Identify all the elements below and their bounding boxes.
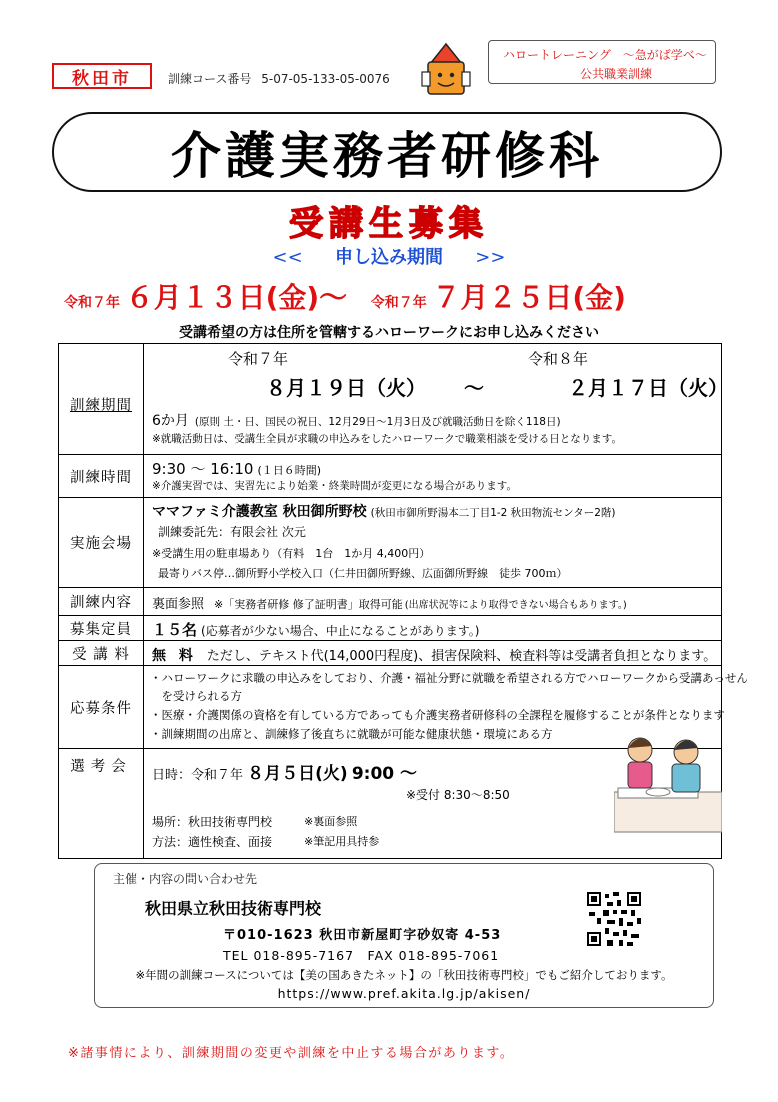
contact-net-note: ※年間の訓練コースについては【美の国あきたネット】の「秋田技術専門校」でもご紹介しております。 bbox=[135, 968, 673, 982]
period-end-date: ２月１７日（火） bbox=[568, 376, 728, 400]
label-requirements: 応募条件 bbox=[59, 666, 144, 748]
end-era: 令和７年 bbox=[370, 295, 427, 311]
period-label-text: 申し込み期間 bbox=[335, 247, 443, 268]
city-badge: 秋田市 bbox=[52, 63, 152, 89]
qr-code-icon[interactable] bbox=[585, 890, 643, 948]
selection-reception: ※受付 8:30～8:50 bbox=[406, 788, 510, 802]
requirement-line: ・訓練期間の出席と、訓練修了後直ちに就職が可能な健康状態・環境にある方 bbox=[150, 727, 553, 741]
recruit-heading bbox=[0, 196, 778, 245]
start-date: ６月１３日(金)～ bbox=[125, 281, 348, 314]
period-note: ※就職活動日は、受講生全員が求職の申込みをしたハローワークで職業相談を受ける日となります。 bbox=[152, 433, 622, 445]
label-training-hours: 訓練時間 bbox=[59, 455, 144, 497]
course-number bbox=[168, 70, 390, 87]
title-box bbox=[52, 112, 722, 192]
label-content: 訓練内容 bbox=[59, 588, 144, 615]
row-content bbox=[59, 587, 721, 615]
contact-url[interactable]: https://www.pref.akita.lg.jp/akisen/ bbox=[277, 986, 531, 1001]
page-title: 介護実務者研修科 bbox=[171, 127, 603, 185]
caregivers-illustration bbox=[614, 722, 722, 842]
selection-method: 方法：適性検査、面接 bbox=[152, 835, 273, 849]
venue-contractor: 訓練委託先：有限会社 次元 bbox=[158, 525, 306, 539]
mascot-illustration bbox=[418, 42, 474, 100]
requirement-line: ・医療・介護関係の資格を有している方であっても介護実務者研修科の全課程を履修することが条件となります bbox=[150, 708, 725, 722]
contact-tel-fax: TEL 018-895-7167 FAX 018-895-7061 bbox=[223, 948, 500, 963]
row-venue bbox=[59, 497, 721, 587]
period-duration: 6か月 (原則 土・日、国民の祝日、12月29日～1月3日及び就職活動日を除く118日) bbox=[152, 413, 561, 429]
training-hours-note: ※介護実習では、実習先により始業・終業時間が変更になる場合があります。 bbox=[152, 480, 517, 492]
training-time: 9:30 ～ 16:10 (１日６時間) bbox=[152, 460, 322, 478]
label-fee: 受 講 料 bbox=[59, 641, 144, 665]
banner-slogan: ハロートレーニング ～急がば学べ～ bbox=[503, 48, 707, 62]
start-era: 令和７年 bbox=[64, 295, 120, 311]
course-number-label: 訓練コース番号 bbox=[168, 72, 252, 86]
contact-heading: 主催・内容の問い合わせ先 bbox=[113, 872, 258, 886]
period-left-bracket: << bbox=[272, 247, 303, 268]
contact-box bbox=[94, 863, 714, 1008]
application-dates bbox=[64, 276, 626, 316]
label-capacity: 募集定員 bbox=[59, 616, 144, 640]
period-right-bracket: >> bbox=[475, 247, 506, 268]
row-capacity bbox=[59, 615, 721, 640]
application-period-label bbox=[0, 243, 778, 269]
apply-note: 受講希望の方は住所を管轄するハローワークにお申し込みください bbox=[179, 325, 599, 341]
label-selection: 選考会 bbox=[59, 749, 144, 858]
capacity-value: １５名 (応募者が少ない場合、中止になることがあります。) bbox=[152, 621, 480, 639]
recruit-heading-text: 受講生募集 bbox=[289, 204, 489, 244]
hello-training-banner bbox=[488, 40, 716, 84]
row-fee bbox=[59, 640, 721, 665]
end-date: ７月２５日(金) bbox=[432, 281, 626, 314]
contact-address: 〒010-1623 秋田市新屋町字砂奴寄 4-53 bbox=[223, 928, 502, 943]
venue-name: ママファミ介護教室 秋田御所野校 (秋田市御所野湯本二丁目1-2 秋田物流センター2階) bbox=[152, 504, 616, 520]
period-end-era: 令和８年 bbox=[528, 350, 589, 368]
fee-value: 無 料 ただし、テキスト代(14,000円程度)、損害保険料、検査料等は受講者負担となります。 bbox=[152, 648, 717, 664]
course-number-value: 5-07-05-133-05-0076 bbox=[261, 72, 390, 86]
footer-note: ※諸事情により、訓練期間の変更や訓練を中止する場合があります。 bbox=[68, 1046, 515, 1061]
period-start-date: ８月１９日（火） bbox=[266, 376, 426, 400]
venue-bus: 最寄りバス停…御所野小学校入口（仁井田御所野線、広面御所野線 徒歩 700ｍ） bbox=[158, 567, 568, 580]
row-training-period bbox=[59, 344, 728, 454]
banner-subtitle: 公共職業訓練 bbox=[579, 67, 652, 81]
period-start-era: 令和７年 bbox=[228, 350, 289, 368]
requirement-line: を受けられる方 bbox=[150, 689, 242, 703]
selection-place: 場所：秋田技術専門校 bbox=[152, 815, 273, 829]
requirement-line: ・ハローワークに求職の申込みをしており、介護・福祉分野に就職を希望される方でハローワークから受講あっせん bbox=[150, 671, 748, 685]
period-tilde: ～ bbox=[464, 376, 484, 400]
content-text: 裏面参照 ※「実務者研修 修了証明書」取得可能 (出席状況等により取得できない場合もあります。) bbox=[152, 597, 627, 612]
selection-date: 日時：令和７年 ８月５日(火) 9:00 ～ bbox=[152, 764, 418, 784]
row-training-hours bbox=[59, 454, 721, 497]
venue-parking: ※受講生用の駐車場あり（有料 1台 1か月 4,400円） bbox=[152, 547, 431, 560]
selection-method-note: ※筆記用具持参 bbox=[304, 835, 380, 848]
label-venue: 実施会場 bbox=[59, 498, 144, 587]
label-training-period: 訓練期間 bbox=[59, 344, 144, 454]
contact-school: 秋田県立秋田技術専門校 bbox=[145, 899, 322, 918]
selection-place-note: ※裏面参照 bbox=[304, 815, 358, 828]
